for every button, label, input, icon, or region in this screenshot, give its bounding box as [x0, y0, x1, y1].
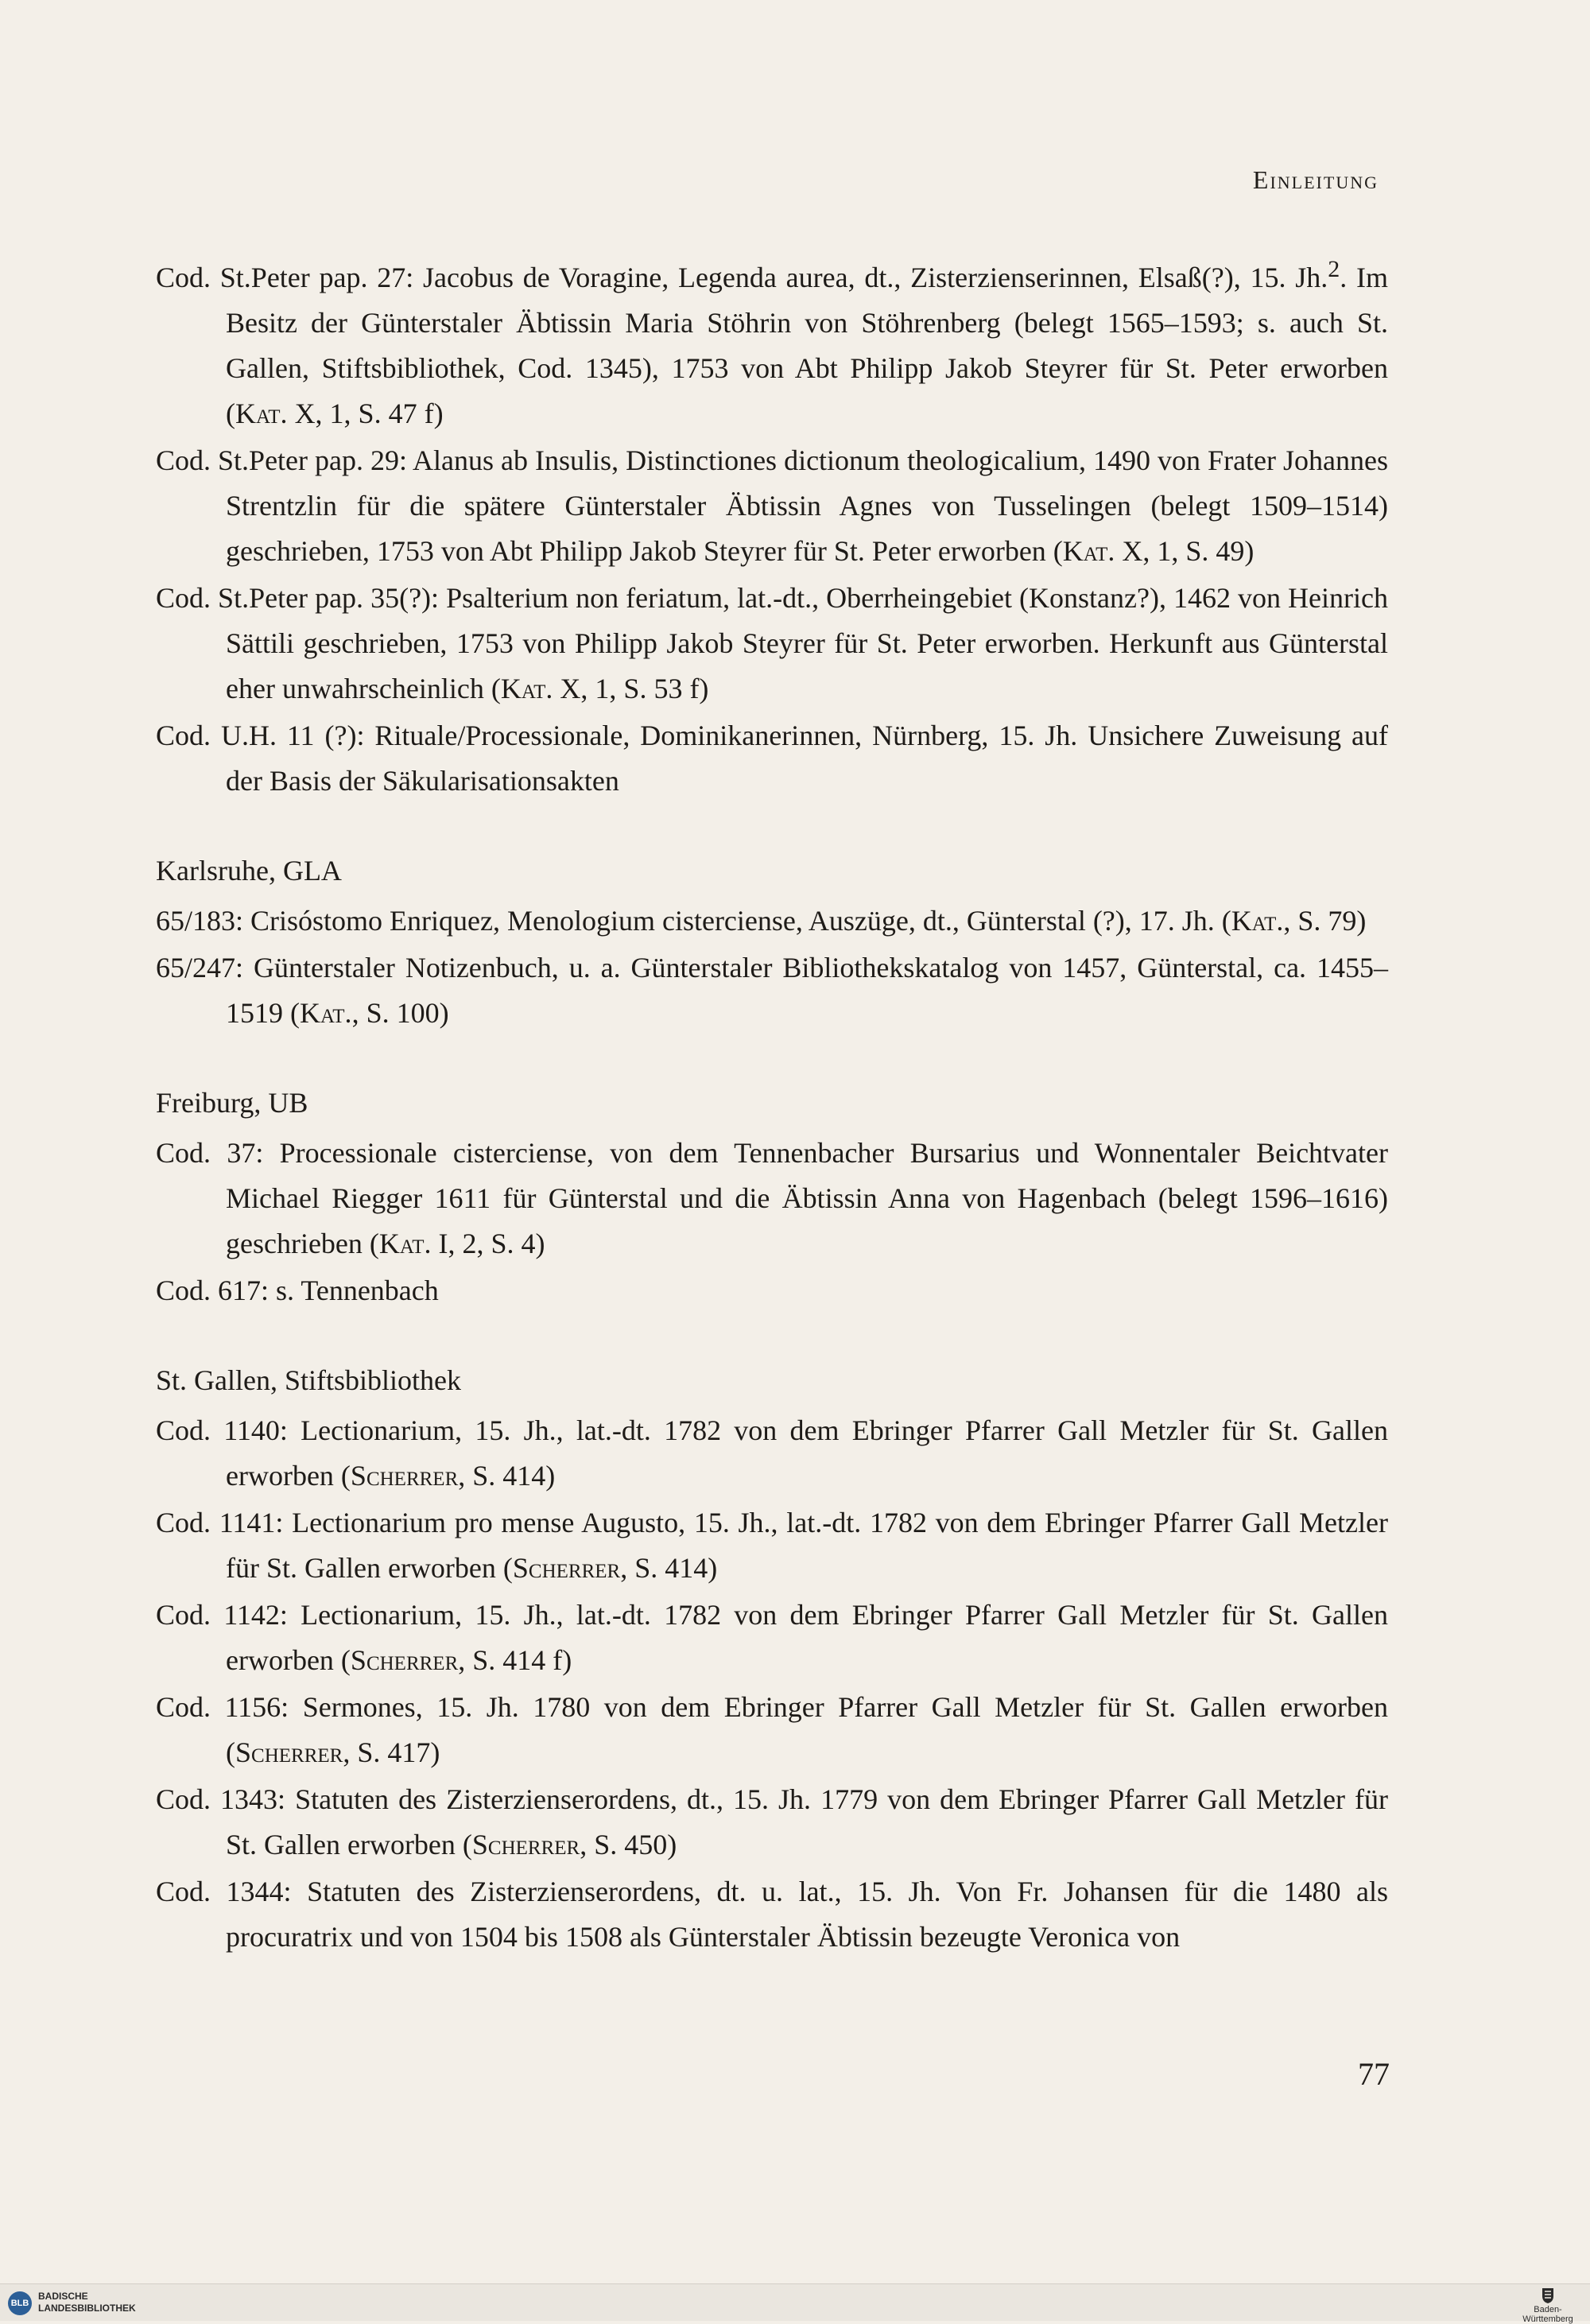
bw-logo — [1512, 2287, 1584, 2324]
entry-reference: I, 2, S. 4) — [431, 1228, 545, 1259]
entry-prefix: Cod. 1343: — [156, 1783, 286, 1815]
entry-prefix: Cod. 617: — [156, 1275, 270, 1306]
entry-prefix: Cod. 1142: — [156, 1599, 288, 1631]
entry-text: Jacobus de Voragine, Legenda aurea, dt., Zisterzienserinnen, Elsaß(?), 15. Jh. — [413, 262, 1328, 293]
section-heading: Freiburg, UB — [156, 1087, 308, 1119]
catalog-content — [156, 246, 1388, 1961]
entry-text: s. Tennenbach — [269, 1275, 439, 1306]
viewer-footer — [0, 2283, 1590, 2324]
entry-text: Statuten des Zisterzienserordens, dt., 15. Jh. 1779 von dem Ebringer Pfarrer Gall Metzler für St. Gallen erworben ( — [226, 1783, 1389, 1860]
catalog-abbreviation: Kat. — [1231, 905, 1284, 937]
entry-text: Psalterium non feriatum, lat.-dt., Oberrheingebiet (Konstanz?), 1462 von Heinrich Sättili geschrieben, 1753 von Philipp Jakob Steyrer für St. Peter erworben. Herkunft aus Günterstal eher unwahrscheinlich ( — [226, 582, 1388, 704]
entry-text: Rituale/Processionale, Dominikanerinnen, Nürnberg, 15. Jh. Unsichere Zuweisung auf der Basis der Säkularisationsakten — [226, 720, 1388, 797]
entry-reference: , S. 414 f) — [458, 1644, 572, 1676]
catalog-abbreviation: Kat. — [235, 398, 288, 429]
catalog-entry — [156, 1500, 1388, 1591]
catalog-abbreviation: Kat. — [500, 673, 553, 704]
section-heading: St. Gallen, Stiftsbibliothek — [156, 1364, 461, 1396]
section-heading: Karlsruhe, GLA — [156, 855, 342, 887]
catalog-entry — [156, 1685, 1388, 1775]
entry-reference: , S. 414) — [458, 1460, 556, 1492]
entry-text: Processionale cisterciense, von dem Tennenbacher Bursarius und Wonnentaler Beichtvater Michael Riegger 1611 für Günterstal und die Äbtissin Anna von Hagenbach (belegt 1596–1616) geschrieben ( — [226, 1137, 1389, 1259]
entry-reference: , S. 414) — [620, 1552, 718, 1584]
entry-text: Lectionarium, 15. Jh., lat.-dt. 1782 von dem Ebringer Pfarrer Gall Metzler für St. Gallen erworben ( — [226, 1414, 1389, 1492]
catalog-abbreviation: Scherrer — [350, 1460, 459, 1492]
catalog-abbreviation: Kat. — [1062, 535, 1115, 567]
catalog-entry — [156, 246, 1388, 436]
blb-logo-icon: BLB — [8, 2291, 32, 2315]
entry-reference: , S. 100) — [351, 997, 449, 1029]
catalog-entry — [156, 1593, 1388, 1683]
catalog-abbreviation: Scherrer — [235, 1736, 343, 1768]
catalog-abbreviation: Kat. — [300, 997, 352, 1029]
entry-reference: , S. 417) — [343, 1736, 440, 1768]
catalog-abbreviation: Scherrer — [512, 1552, 621, 1584]
entry-reference: X, 1, S. 49) — [1115, 535, 1255, 567]
entry-text: Lectionarium, 15. Jh., lat.-dt. 1782 von dem Ebringer Pfarrer Gall Metzler für St. Gallen erworben ( — [226, 1599, 1389, 1676]
entry-reference: , S. 79) — [1283, 905, 1367, 937]
catalog-entry — [156, 1869, 1388, 1960]
entry-prefix: Cod. 1140: — [156, 1414, 288, 1446]
catalog-entry — [156, 1268, 1388, 1313]
running-head: Einleitung — [1252, 165, 1379, 194]
catalog-entry — [156, 1408, 1388, 1499]
catalog-entry — [156, 945, 1388, 1036]
entry-reference: , S. 450) — [580, 1829, 677, 1860]
catalog-entry — [156, 713, 1388, 804]
catalog-entry — [156, 898, 1388, 944]
entry-prefix: Cod. 1344: — [156, 1876, 292, 1907]
entry-text: Lectionarium pro mense Augusto, 15. Jh., lat.-dt. 1782 von dem Ebringer Pfarrer Gall Metzler für St. Gallen erworben ( — [226, 1507, 1388, 1584]
catalog-abbreviation: Scherrer — [471, 1829, 580, 1860]
catalog-entry — [156, 1777, 1388, 1868]
bw-label: Baden-Württemberg — [1522, 2305, 1573, 2324]
page-number: 77 — [1358, 2056, 1390, 2092]
bw-crest-icon — [1541, 2287, 1555, 2304]
entry-text: Crisóstomo Enriquez, Menologium cisterciense, Auszüge, dt., Günterstal (?), 17. Jh. ( — [243, 905, 1231, 937]
entry-prefix: 65/183: — [156, 905, 244, 937]
entry-text: Sermones, 15. Jh. 1780 von dem Ebringer Pfarrer Gall Metzler für St. Gallen erworben ( — [226, 1691, 1389, 1768]
catalog-entry — [156, 576, 1388, 712]
entry-prefix: Cod. U.H. 11 (?): — [156, 720, 365, 751]
entry-text: Günterstaler Notizenbuch, u. a. Günterstaler Bibliothekskatalog von 1457, Günterstal, ca. 1455–1519 ( — [226, 952, 1388, 1029]
entry-prefix: Cod. 1156: — [156, 1691, 289, 1723]
blb-label-line2: LANDESBIBLIOTHEK — [38, 2303, 136, 2314]
catalog-entry — [156, 1131, 1388, 1267]
entry-text: Statuten des Zisterzienserordens, dt. u. lat., 15. Jh. Von Fr. Johansen für die 1480 als procuratrix und von 1504 bis 1508 als Günterstaler Äbtissin bezeugte Veronica von — [226, 1876, 1388, 1953]
entry-prefix: Cod. 37: — [156, 1137, 264, 1169]
footnote-marker: 2 — [1328, 256, 1340, 282]
entry-text-continued: . Im Besitz der Günterstaler Äbtissin Maria Stöhrin von Stöhrenberg (belegt 1565–1593; s. auch St. Gallen, Stiftsbibliothek, Cod. 1345), 1753 von Abt Philipp Jakob Steyrer für St. Peter erworben ( — [226, 262, 1388, 429]
entry-prefix: Cod. St.Peter pap. 29: — [156, 444, 408, 476]
entry-prefix: 65/247: — [156, 952, 244, 984]
entry-prefix: Cod. St.Peter pap. 27: — [156, 262, 414, 293]
catalog-entry — [156, 438, 1388, 574]
entry-text: Alanus ab Insulis, Distinctiones dictionum theologicalium, 1490 von Frater Johannes Strentzlin für die spätere Günterstaler Äbtissin Agnes von Tusselingen (belegt 1509–1514) geschrieben, 1753 von Abt Philipp Jakob Steyrer für St. Peter erworben ( — [226, 444, 1389, 567]
blb-label-line1: BADISCHE — [38, 2291, 88, 2302]
catalog-abbreviation: Kat. — [378, 1228, 432, 1259]
entry-prefix: Cod. 1141: — [156, 1507, 284, 1538]
entry-reference: X, 1, S. 47 f) — [287, 398, 444, 429]
catalog-abbreviation: Scherrer — [350, 1644, 459, 1676]
blb-label — [38, 2291, 136, 2314]
entry-prefix: Cod. St.Peter pap. 35(?): — [156, 582, 440, 614]
entry-reference: X, 1, S. 53 f) — [553, 673, 709, 704]
